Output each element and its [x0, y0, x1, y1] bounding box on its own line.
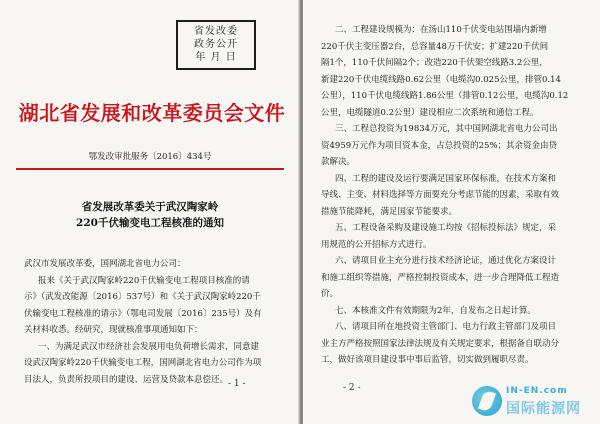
body-line: 公里，电缆隧道0.2公里）建设相应二次系统和通信工程。 — [321, 107, 539, 118]
stamp-line: 年 月 日 — [195, 52, 237, 63]
subject-line: 省发展改革委关于武汉陶家岭 — [81, 201, 219, 213]
document-number: 鄂发改审批服务〔2016〕434号 — [88, 152, 212, 162]
body-line: 四、工程的建设及运行要满足国家环保标准，在技术方案和 — [335, 173, 557, 184]
document-title: 湖北省发展和改革委员会文件 — [18, 101, 286, 125]
body-line: 报来《关于武汉陶家岭220千伏输变电工程项目核准的请 — [38, 275, 250, 286]
stamp-line: 政务公开 — [194, 39, 238, 50]
body-line: 武汉市发展改革委，国网湖北省电力公司： — [24, 259, 186, 269]
document-page-2 — [303, 0, 600, 424]
page-number: - 1 - — [228, 379, 246, 389]
body-line: 二、工程建设规模为：在汤山110千伏变电站围墙内新增 — [335, 25, 547, 35]
body-line: 导线、主变、材料选择等方面要充分考虑节能的因素，采取有效 — [321, 190, 560, 200]
body-line: 三、工程总投资为19834万元，其中国网湖北省电力公司出 — [335, 124, 558, 134]
disclosure-stamp — [176, 20, 256, 70]
red-divider — [16, 168, 284, 170]
body-line: 示》（武发改能源〔2016〕537号）和《关于武汉陶家岭220千 — [24, 292, 261, 302]
body-line: 伏输变电工程核准的请示》（鄂电司发展〔2016〕235号）及有 — [24, 308, 262, 319]
body-line: 目法人，负责所投项目的建设、运营及贷款本息偿还。 — [24, 374, 229, 385]
body-line: 220千伏主变压器2台，总容量48万千伏安；扩建220千伏间 — [321, 41, 549, 52]
body-line: 关材料收悉。经研究，现就核准事项通知如下： — [24, 325, 203, 335]
body-line: 款解决。 — [321, 157, 356, 167]
body-line: 六、请项目业主充分进行技术经济论证，通过优化方案设计 — [335, 256, 557, 266]
leaf-logo-icon — [472, 386, 502, 416]
body-line: 用规范的公开招标方式进行。 — [321, 239, 432, 250]
body-text — [321, 22, 589, 369]
stamp-line: 省发改委 — [194, 26, 238, 37]
watermark-domain: IN-EN.com — [506, 386, 568, 396]
site-watermark — [472, 384, 594, 418]
body-line: 七、本核准文件有效期限为2年，自发布之日起计算。 — [335, 305, 536, 316]
body-line: 五、工程设备采购及建设施工均按《招标投标法》规定，采 — [335, 223, 557, 233]
body-line: 新建220千伏电缆线路0.62公里（电缆沟0.025公里，排管0.14 — [321, 74, 561, 85]
body-line: 工，做好该项目建设事中事后监管，切实做到履职尽责。 — [321, 355, 534, 365]
watermark-brand: 国际能源网 — [506, 401, 581, 417]
page-number: - 2 - — [343, 383, 361, 393]
body-line: 隔1个，110千伏间隔2个；改造220千伏架空线路3.2公里， — [321, 58, 548, 68]
body-line: 业主方严格按照国家法律法规及有关规定要求，根据备自联动分 — [321, 338, 560, 349]
body-line: 价。 — [321, 289, 339, 299]
body-line: 八、请项目所在地投资主管部门、电力行政主管部门及项目 — [335, 322, 557, 332]
body-line: 措施节能降耗，满足国家节能要求。 — [321, 206, 458, 217]
body-line: 公里），110千伏电缆线路1.86公里（排管0.12公里，电缆沟0.12 — [321, 91, 569, 101]
body-text — [24, 256, 286, 388]
body-line: 和施工组织等措施，严格控制投资成本，进一步合理降低工程造 — [321, 272, 560, 283]
body-line: 设武汉陶家岭220千伏输变电工程，国网湖北省电力公司作为项 — [24, 358, 262, 368]
document-subject — [30, 199, 270, 231]
subject-line: 220千伏输变电工程核准的通知 — [76, 217, 224, 229]
body-line: 资4959万元作为项目资本金，占总投资的25%；其余资金由贷 — [321, 140, 558, 151]
body-line: 一、为满足武汉市经济社会发展用电负荷增长需求，同意建 — [38, 341, 260, 352]
